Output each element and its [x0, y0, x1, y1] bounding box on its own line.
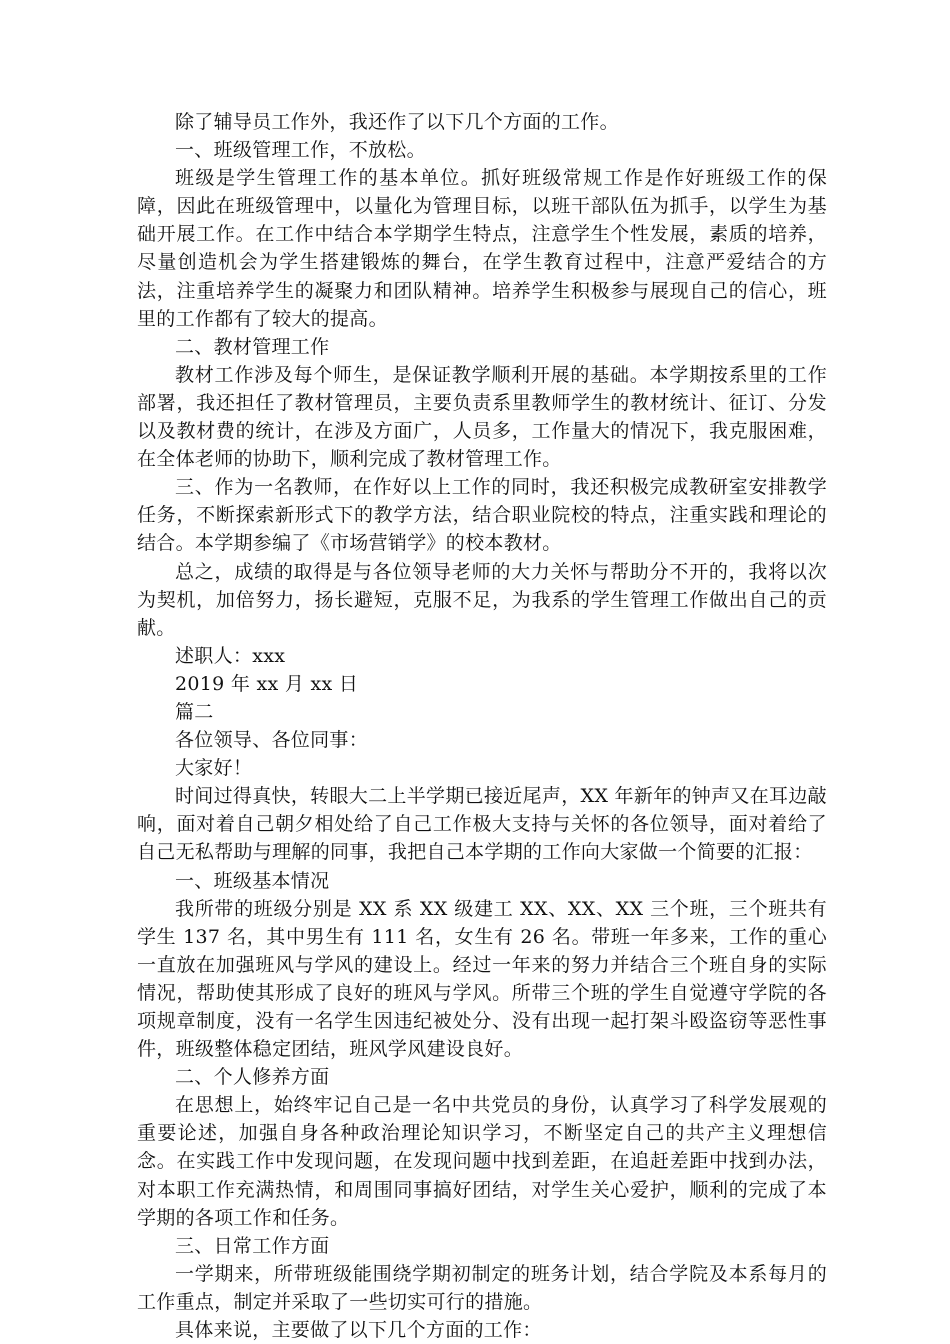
paragraph: 在思想上，始终牢记自己是一名中共党员的身份，认真学习了科学发展观的重要论述，加强自身各种政治理论知识学习，不断坚定自己的共产主义理想信念。在实践工作中发现问题，在发现问题中找到差距，在追赶差距中找到办法，对本职工作充满热情，和周围同事搞好团结，对学生关心爱护，顺利的完成了本学期的各项工作和任务。 — [137, 1094, 827, 1229]
section-heading: 一、班级基本情况 — [175, 869, 330, 892]
paragraph: 除了辅导员工作外，我还作了以下几个方面的工作。 — [175, 111, 619, 133]
greeting: 大家好！ — [175, 757, 253, 780]
paragraph: 具体来说，主要做了以下几个方面的工作： — [175, 1319, 542, 1342]
paragraph: 三、作为一名教师，在作好以上工作的同时，我还积极完成教研室安排教学任务，不断探索新形式下的教学方法，结合职业院校的特点，注重实践和理论的结合。本学期参编了《市场营销学》的校本教材。 — [137, 476, 827, 555]
section-heading: 二、教材管理工作 — [175, 335, 330, 358]
paragraph: 我所带的班级分别是 XX 系 XX 级建工 XX、XX、XX 三个班，三个班共有学生 137 名，其中男生有 111 名，女生有 26 名。带班一年多来，工作的重心一直放在加强班风与学风的建设上。经过一年来的努力并结合三个班自身的实际情况，帮助使其形成了良好的班风与学风。所带三个班的学生自觉遵守学院的各项规章制度，没有一名学生因违纪被处分、没有出现一起打架斗殴盗窃等恶性事件，班级整体稳定团结，班风学风建设良好。 — [137, 897, 827, 1061]
document-body — [137, 108, 827, 1344]
section-heading: 二、个人修养方面 — [175, 1066, 330, 1089]
part-heading: 篇二 — [175, 700, 214, 723]
section-heading: 三、日常工作方面 — [175, 1234, 330, 1257]
paragraph: 总之，成绩的取得是与各位领导老师的大力关怀与帮助分不开的，我将以次为契机，加倍努力，扬长避短，克服不足，为我系的学生管理工作做出自己的贡献。 — [137, 560, 827, 639]
paragraph: 教材工作涉及每个师生，是保证教学顺利开展的基础。本学期按系里的工作部署，我还担任了教材管理员，主要负责系里教师学生的教材统计、征订、分发以及教材费的统计，在涉及方面广，人员多，工作量大的情况下，我克服困难，在全体老师的协助下，顺利完成了教材管理工作。 — [137, 363, 827, 471]
paragraph: 一学期来，所带班级能围绕学期初制定的班务计划，结合学院及本系每月的工作重点，制定并采取了一些切实可行的措施。 — [137, 1262, 827, 1313]
paragraph: 时间过得真快，转眼大二上半学期已接近尾声，XX 年新年的钟声又在耳边敲响，面对着自己朝夕相处给了自己工作极大支持与关怀的各位领导，面对着给了自己无私帮助与理解的同事，我把自己本学期的工作向大家做一个简要的汇报： — [137, 785, 827, 864]
section-heading: 一、班级管理工作，不放松。 — [175, 139, 426, 162]
date-line: 2019 年 xx 月 xx 日 — [175, 672, 359, 695]
signature-line: 述职人：xxx — [175, 644, 286, 667]
paragraph: 班级是学生管理工作的基本单位。抓好班级常规工作是作好班级工作的保障，因此在班级管理中，以量化为管理目标，以班干部队伍为抓手，以学生为基础开展工作。在工作中结合本学期学生特点，注意学生个性发展，素质的培养，尽量创造机会为学生搭建锻炼的舞台，在学生教育过程中，注意严爱结合的方法，注重培养学生的凝聚力和团队精神。培养学生积极参与展现自己的信心，班里的工作都有了较大的提高。 — [137, 167, 827, 330]
salutation: 各位领导、各位同事： — [175, 729, 369, 752]
